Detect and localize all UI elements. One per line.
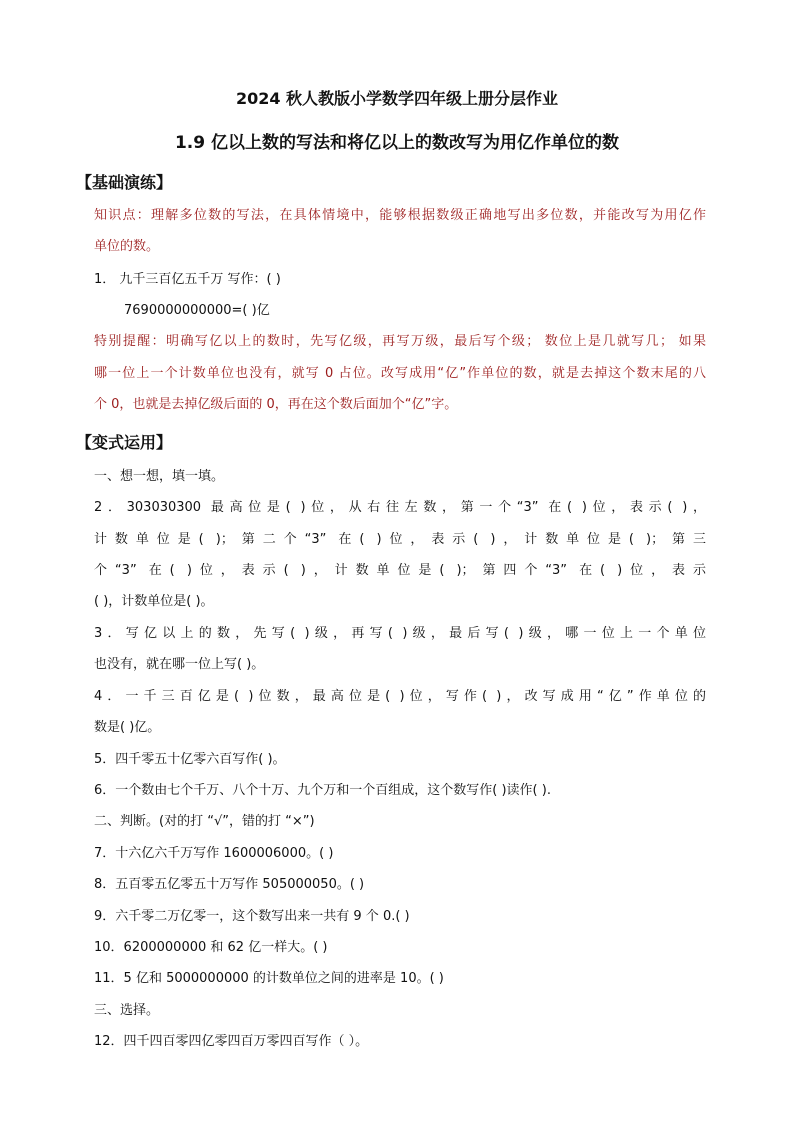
question-7: 7．十六亿六千万写作 1600006000。( ) (94, 846, 334, 861)
question-10: 10．6200000000 和 62 亿一样大。( ) (94, 940, 328, 955)
section-basic-heading: 【基础演练】 (76, 173, 173, 192)
question-3-line-2: 也没有，就在哪一位上写( )。 (94, 657, 265, 672)
question-2-line-2: 计数单位是( )；第二个“3” 在( )位，表示( )，计数单位是( )；第三 (94, 532, 706, 547)
question-8: 8．五百零五亿零五十万写作 505000050。( ) (94, 877, 365, 892)
knowledge-line-2: 单位的数。 (94, 239, 160, 254)
part-3-heading: 三、选择。 (94, 1003, 160, 1018)
question-2-line-4: ( )，计数单位是( )。 (94, 594, 214, 609)
page-title: 2024 秋人教版小学数学四年级上册分层作业 (235, 89, 559, 108)
page-subtitle: 1.9 亿以上数的写法和将亿以上的数改写为用亿作单位的数 (174, 133, 620, 153)
section-variant-heading: 【变式运用】 (76, 433, 173, 452)
question-6: 6．一个数由七个千万、八个十万、九个万和一个百组成，这个数写作( )读作( ). (94, 783, 551, 798)
tip-line-2: 哪一位上一个计数单位也没有，就写 0 占位。改写成用“亿”作单位的数，就是去掉这个数末尾的八 (94, 366, 706, 381)
knowledge-line-1: 知识点：理解多位数的写法，在具体情境中，能够根据数级正确地写出多位数，并能改写为用亿作 (94, 208, 706, 223)
question-1-line-2: 7690000000000=( )亿 (124, 303, 270, 318)
part-1-heading: 一、想一想，填一填。 (94, 469, 225, 484)
question-4-line-1: 4．一千三百亿是( )位数，最高位是( )位，写作( )，改写成用“亿”作单位的 (94, 689, 706, 704)
tip-line-3: 个 0，也就是去掉亿级后面的 0，再在这个数后面加个“亿”字。 (94, 397, 458, 412)
question-2-line-1: 2．303030300 最高位是( )位，从右往左数，第一个“3” 在( )位，表示( )， (94, 500, 706, 515)
question-2-line-3: 个“3” 在( )位，表示( )，计数单位是( )；第四个“3” 在( )位，表示 (94, 563, 706, 578)
question-9: 9．六千零二万亿零一，这个数写出来一共有 9 个 0.( ) (94, 909, 410, 924)
question-4-line-2: 数是( )亿。 (94, 720, 161, 735)
part-2-heading: 二、判断。(对的打 “√”，错的打 “×”) (94, 814, 315, 829)
question-5: 5．四千零五十亿零六百写作( )。 (94, 752, 286, 767)
question-3-line-1: 3．写亿以上的数，先写( )级，再写( )级，最后写( )级，哪一位上一个单位 (94, 626, 706, 641)
tip-line-1: 特别提醒：明确写亿以上的数时，先写亿级，再写万级，最后写个级； 数位上是几就写几； 如果 (94, 334, 706, 349)
question-11: 11．5 亿和 5000000000 的计数单位之间的进率是 10。( ) (94, 971, 444, 986)
question-1-line-1: 1． 九千三百亿五千万 写作：( ) (94, 272, 281, 287)
question-12: 12．四千四百零四亿零四百万零四百写作（ ）。 (94, 1034, 369, 1049)
